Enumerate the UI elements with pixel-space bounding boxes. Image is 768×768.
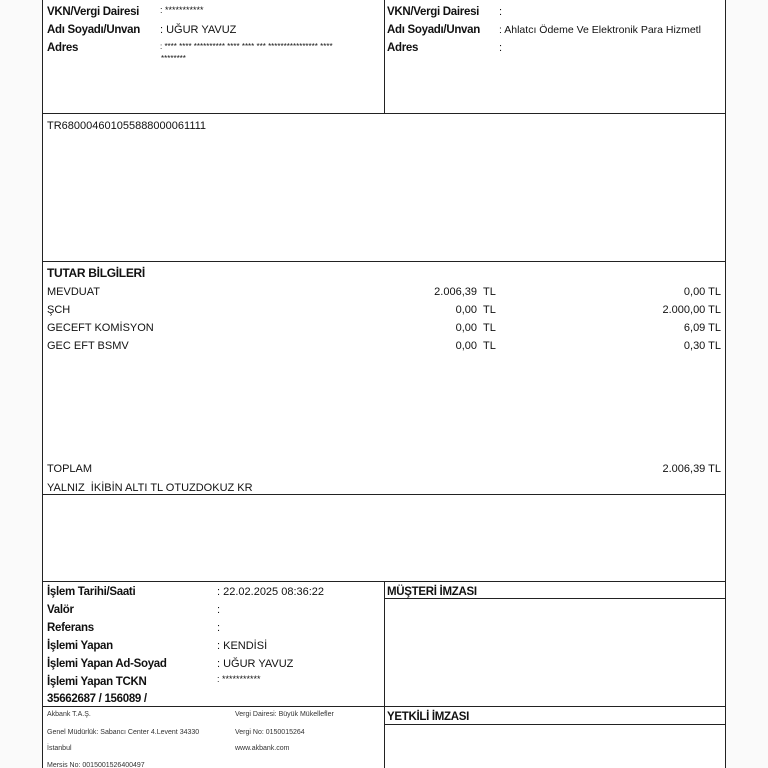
signature-divider xyxy=(384,581,385,768)
divider-footer xyxy=(43,706,725,707)
tx-row-value: : xyxy=(217,604,221,616)
amounts-title: TUTAR BİLGİLERİ xyxy=(47,266,145,280)
amount-row-label: GECEFT KOMİSYON xyxy=(47,322,154,334)
tx-row-value: : 22.02.2025 08:36:22 xyxy=(217,586,325,598)
party-divider xyxy=(384,0,385,113)
tx-row-label: İşlemi Yapan xyxy=(47,640,113,652)
amount-row-value2: 0,00 TL xyxy=(683,286,721,298)
tx-row-value: : KENDİSİ xyxy=(217,640,268,652)
iban-text: TR680004601055888000061111 xyxy=(47,120,207,132)
divider-amounts xyxy=(43,261,725,262)
amount-row-value2: 6,09 TL xyxy=(683,322,721,334)
amount-row-value1: 0,00 xyxy=(455,340,477,352)
receiver-name-label: Adı Soyadı/Unvan xyxy=(387,24,480,36)
receiver-name-value: : Ahlatcı Ödeme Ve Elektronik Para Hizmetl xyxy=(499,24,701,36)
divider-words xyxy=(43,494,725,495)
amount-row-label: MEVDUAT xyxy=(47,286,100,298)
amount-row-value2: 2.000,00 TL xyxy=(662,304,721,316)
total-label: TOPLAM xyxy=(47,463,93,475)
tx-row-label: İşlem Tarihi/Saati xyxy=(47,586,136,598)
customer-signature-line xyxy=(384,598,725,599)
total-value: 2.006,39 TL xyxy=(662,463,721,475)
amount-row-value2: 0,30 TL xyxy=(683,340,721,352)
amount-row-currency1: TL xyxy=(483,304,496,316)
sender-vkn-label: VKN/Vergi Dairesi xyxy=(47,6,140,18)
amount-row-currency1: TL xyxy=(483,286,496,298)
tx-row-label: Referans xyxy=(47,622,94,634)
amount-row-value1: 0,00 xyxy=(455,322,477,334)
sender-name-label: Adı Soyadı/Unvan xyxy=(47,24,140,36)
tx-code: 35662687 / 156089 / xyxy=(47,693,147,705)
footer-mersis: Mersis No: 0015001526400497 xyxy=(47,762,145,768)
amount-row-currency1: TL xyxy=(483,340,496,352)
tx-row-value: : *********** xyxy=(217,674,261,684)
sender-vkn-value: : *********** xyxy=(160,5,204,15)
receiver-vkn-value: : xyxy=(499,6,503,18)
customer-signature-label: MÜŞTERİ İMZASI xyxy=(387,586,477,598)
tx-row-value: : UĞUR YAVUZ xyxy=(217,658,294,670)
footer-hq: Genel Müdürlük: Sabancı Center 4.Levent 34330 xyxy=(47,729,200,736)
tx-row-value: : xyxy=(217,622,221,634)
tx-row-label: İşlemi Yapan TCKN xyxy=(47,676,147,688)
total-in-words: YALNIZ İKİBİN ALTI TL OTUZDOKUZ KR xyxy=(47,482,253,494)
footer-tax-no: Vergi No: 0150015264 xyxy=(235,729,305,736)
footer-tax-office: Vergi Dairesi: Büyük Mükellefler xyxy=(235,711,334,718)
tx-row-label: Valör xyxy=(47,604,74,616)
footer-website: www.akbank.com xyxy=(235,745,290,752)
amount-row-value1: 0,00 xyxy=(455,304,477,316)
amount-row-value1: 2.006,39 xyxy=(434,286,477,298)
receiver-vkn-label: VKN/Vergi Dairesi xyxy=(387,6,480,18)
divider-top xyxy=(43,113,725,114)
footer-bank-name: Akbank T.A.Ş. xyxy=(47,711,91,718)
amount-row-label: ŞCH xyxy=(47,304,71,316)
amount-row-currency1: TL xyxy=(483,322,496,334)
receipt-document xyxy=(42,0,726,768)
sender-address-line2: ******** xyxy=(161,54,186,63)
tx-row-label: İşlemi Yapan Ad-Soyad xyxy=(47,658,167,670)
sender-address-label: Adres xyxy=(47,42,79,54)
amount-row-label: GEC EFT BSMV xyxy=(47,340,129,352)
sender-name-value: : UĞUR YAVUZ xyxy=(160,24,237,36)
sender-address-line1: : **** **** ********** **** **** *** **************** **** xyxy=(160,42,333,51)
footer-city: İstanbul xyxy=(47,745,72,752)
authorized-signature-label: YETKİLİ İMZASI xyxy=(387,711,470,723)
receiver-address-label: Adres xyxy=(387,42,419,54)
authorized-signature-line xyxy=(384,724,725,725)
receiver-address-value: : xyxy=(499,42,503,54)
